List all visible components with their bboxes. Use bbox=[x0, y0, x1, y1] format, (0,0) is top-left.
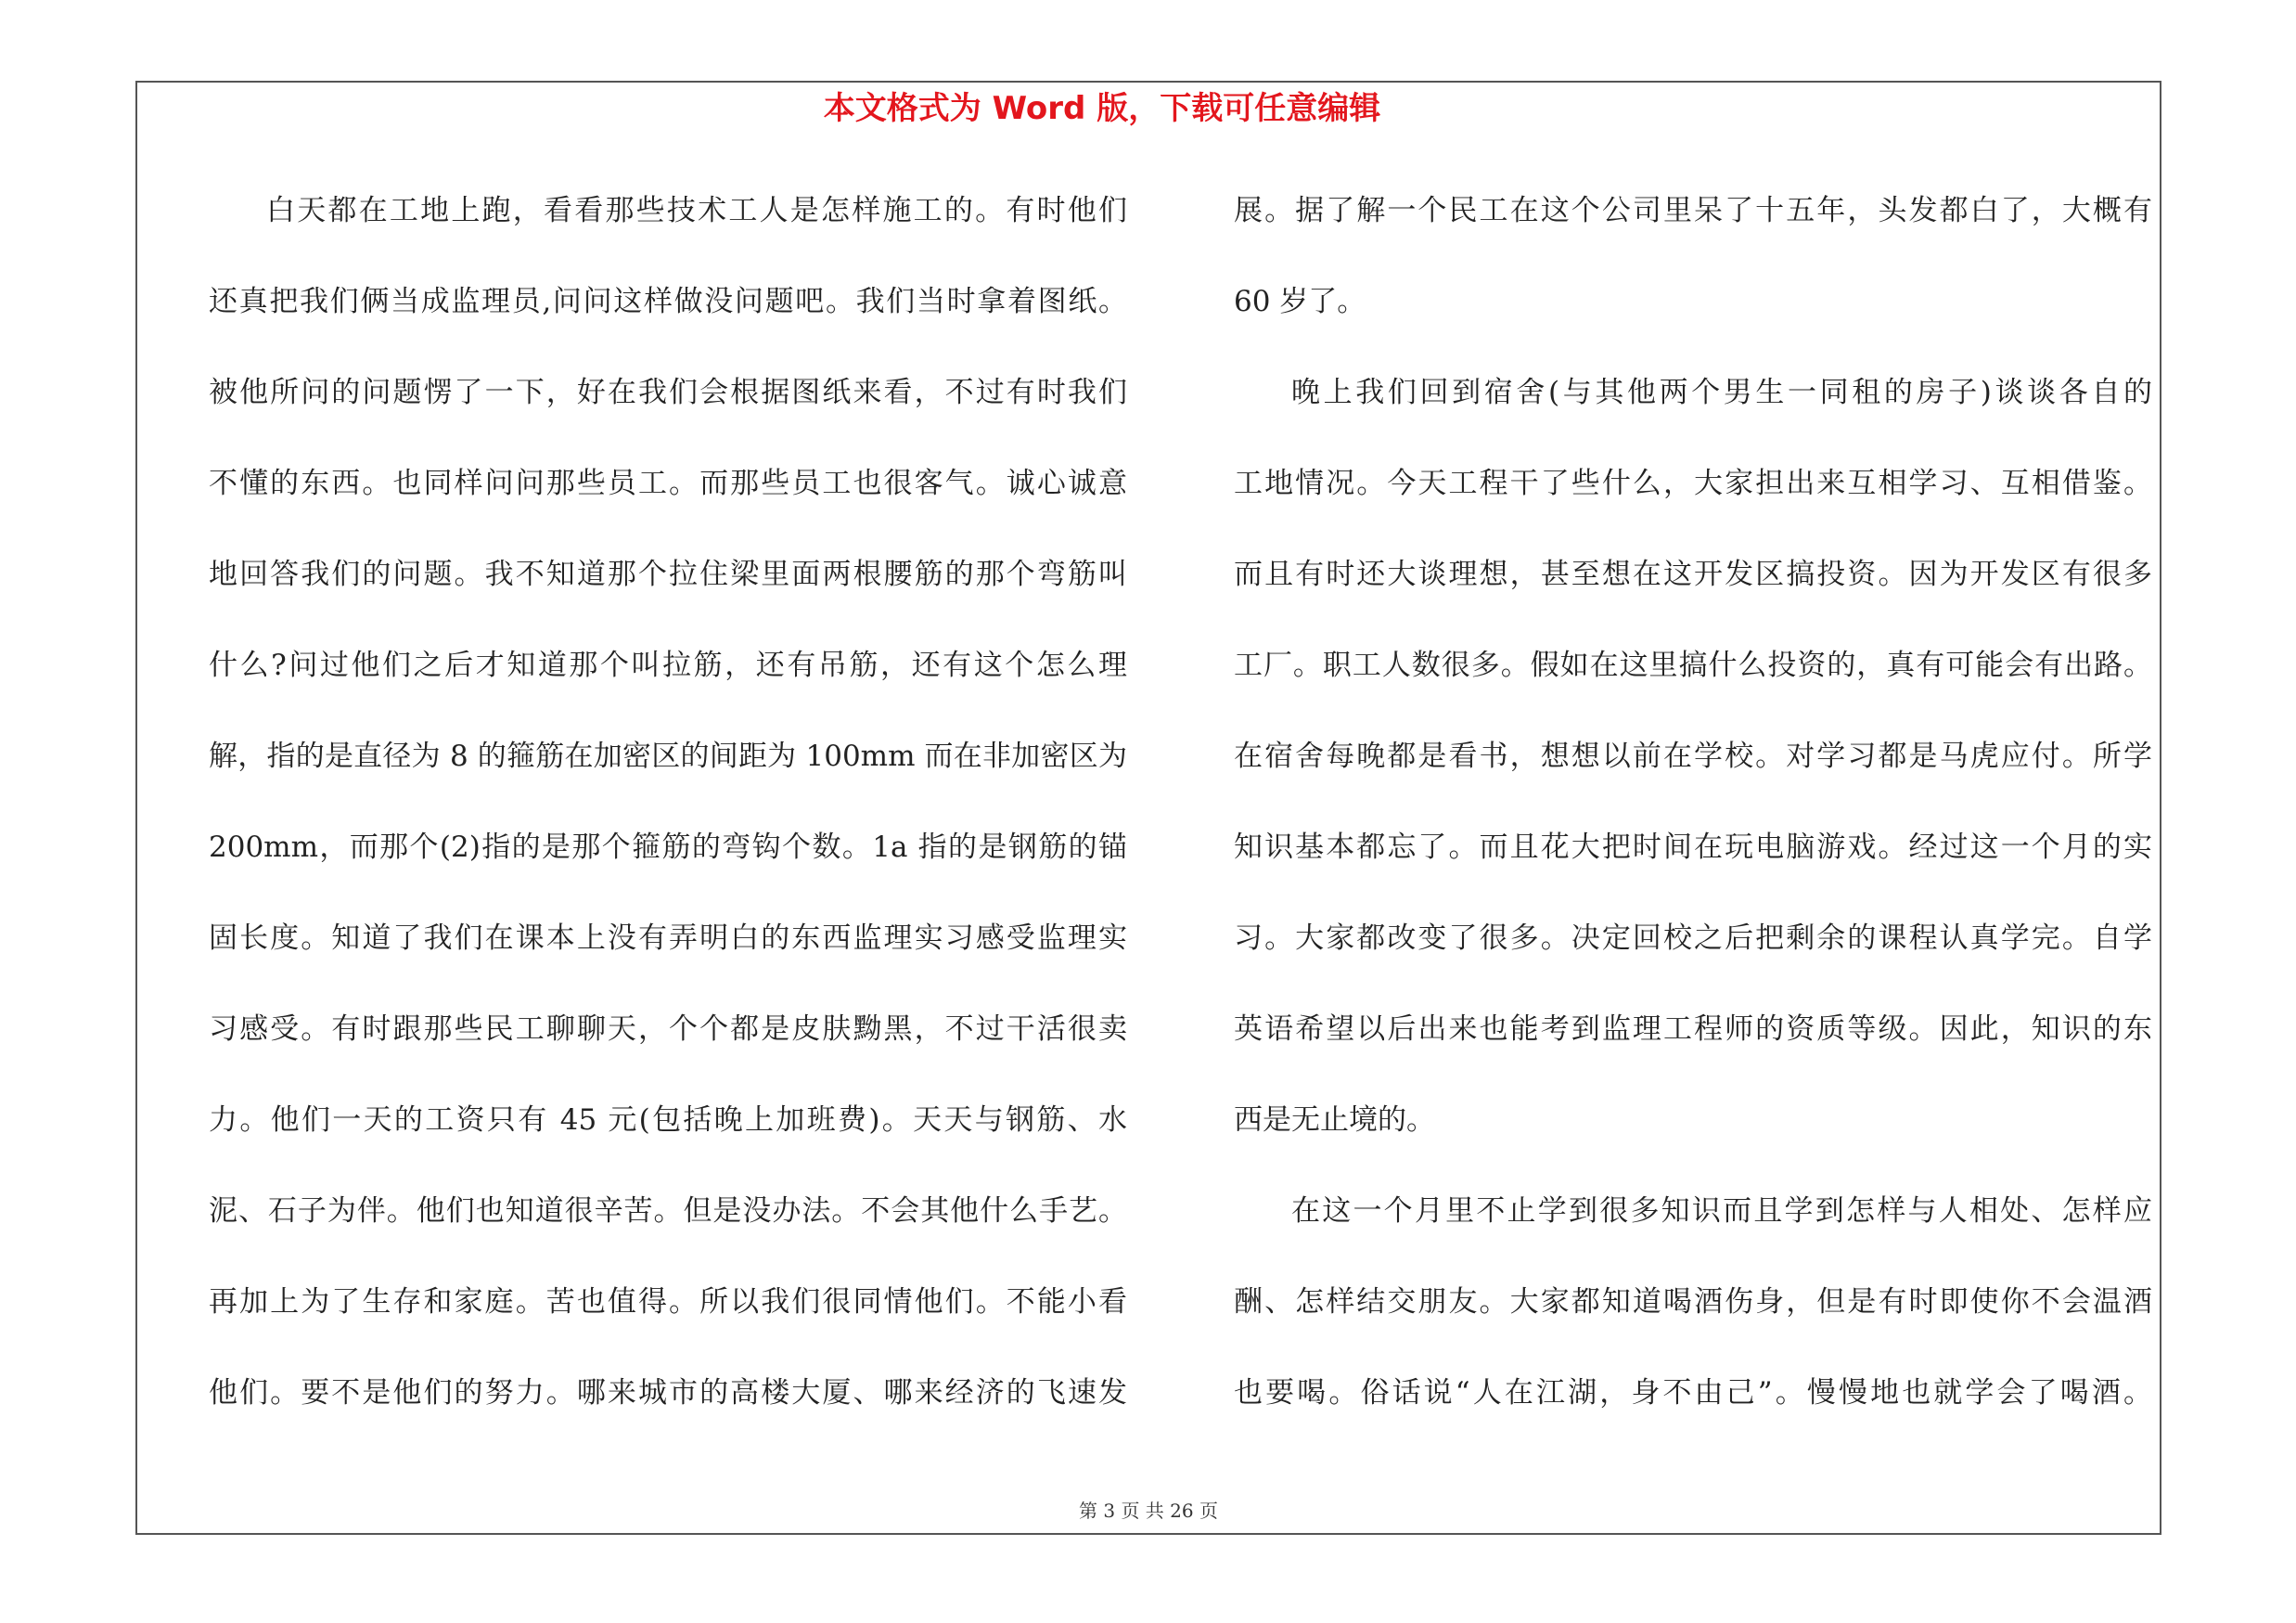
left-text-column bbox=[209, 165, 1127, 1438]
left-column-line: 力。他们一天的工资只有 45 元(包括晚上加班费)。天天与钢筋、水 bbox=[209, 1103, 1127, 1137]
left-column-line: 地回答我们的问题。我不知道那个拉住梁里面两根腰筋的那个弯筋叫 bbox=[209, 558, 1127, 591]
right-column-line: 而且有时还大谈理想，甚至想在这开发区搞投资。因为开发区有很多 bbox=[1234, 558, 2152, 591]
page-number-footer: 第 3 页 共 26 页 bbox=[1079, 1500, 1218, 1522]
left-column-line: 习感受。有时跟那些民工聊聊天，个个都是皮肤黝黑，不过干活很卖 bbox=[209, 1012, 1127, 1046]
right-column-line: 工地情况。今天工程干了些什么，大家担出来互相学习、互相借鉴。 bbox=[1234, 467, 2152, 500]
right-column-line: 工厂。职工人数很多。假如在这里搞什么投资的，真有可能会有出路。 bbox=[1234, 649, 2152, 682]
left-column-line: 他们。要不是他们的努力。哪来城市的高楼大厦、哪来经济的飞速发 bbox=[209, 1376, 1127, 1410]
format-notice-header: 本文格式为 Word 版，下载可任意编辑 bbox=[823, 90, 1381, 127]
right-column-line: 西是无止境的。 bbox=[1234, 1103, 1435, 1137]
left-column-line: 再加上为了生存和家庭。苦也值得。所以我们很同情他们。不能小看 bbox=[209, 1285, 1127, 1319]
right-column-line: 60 岁了。 bbox=[1234, 285, 1366, 318]
right-text-column bbox=[1234, 165, 2152, 1438]
left-column-line: 200mm，而那个(2)指的是那个箍筋的弯钩个数。1a 指的是钢筋的锚 bbox=[209, 831, 1127, 864]
right-column-line: 在这一个月里不止学到很多知识而且学到怎样与人相处、怎样应 bbox=[1291, 1194, 2152, 1228]
left-column-line: 白天都在工地上跑，看看那些技术工人是怎样施工的。有时他们 bbox=[266, 194, 1127, 227]
right-column-line: 知识基本都忘了。而且花大把时间在玩电脑游戏。经过这一个月的实 bbox=[1234, 831, 2152, 864]
left-column-line: 被他所问的问题愣了一下，好在我们会根据图纸来看，不过有时我们 bbox=[209, 376, 1127, 409]
left-column-line: 泥、石子为伴。他们也知道很辛苦。但是没办法。不会其他什么手艺。 bbox=[209, 1194, 1127, 1228]
right-column-line: 英语希望以后出来也能考到监理工程师的资质等级。因此，知识的东 bbox=[1234, 1012, 2152, 1046]
right-column-line: 展。据了解一个民工在这个公司里呆了十五年，头发都白了，大概有 bbox=[1234, 194, 2152, 227]
left-column-line: 什么?问过他们之后才知道那个叫拉筋，还有吊筋，还有这个怎么理 bbox=[209, 649, 1127, 682]
left-column-line: 还真把我们俩当成监理员,问问这样做没问题吧。我们当时拿着图纸。 bbox=[209, 285, 1127, 318]
right-column-line: 晚上我们回到宿舍(与其他两个男生一同租的房子)谈谈各自的 bbox=[1291, 376, 2152, 409]
left-column-line: 不懂的东西。也同样问问那些员工。而那些员工也很客气。诚心诚意 bbox=[209, 467, 1127, 500]
right-column-line: 酬、怎样结交朋友。大家都知道喝酒伤身，但是有时即使你不会温酒 bbox=[1234, 1285, 2152, 1319]
left-column-line: 解，指的是直径为 8 的箍筋在加密区的间距为 100mm 而在非加密区为 bbox=[209, 740, 1127, 773]
left-column-line: 固长度。知道了我们在课本上没有弄明白的东西监理实习感受监理实 bbox=[209, 921, 1127, 955]
right-column-line: 在宿舍每晚都是看书，想想以前在学校。对学习都是马虎应付。所学 bbox=[1234, 740, 2152, 773]
right-column-line: 也要喝。俗话说“人在江湖，身不由己”。慢慢地也就学会了喝酒。 bbox=[1234, 1376, 2152, 1410]
right-column-line: 习。大家都改变了很多。决定回校之后把剩余的课程认真学完。自学 bbox=[1234, 921, 2152, 955]
